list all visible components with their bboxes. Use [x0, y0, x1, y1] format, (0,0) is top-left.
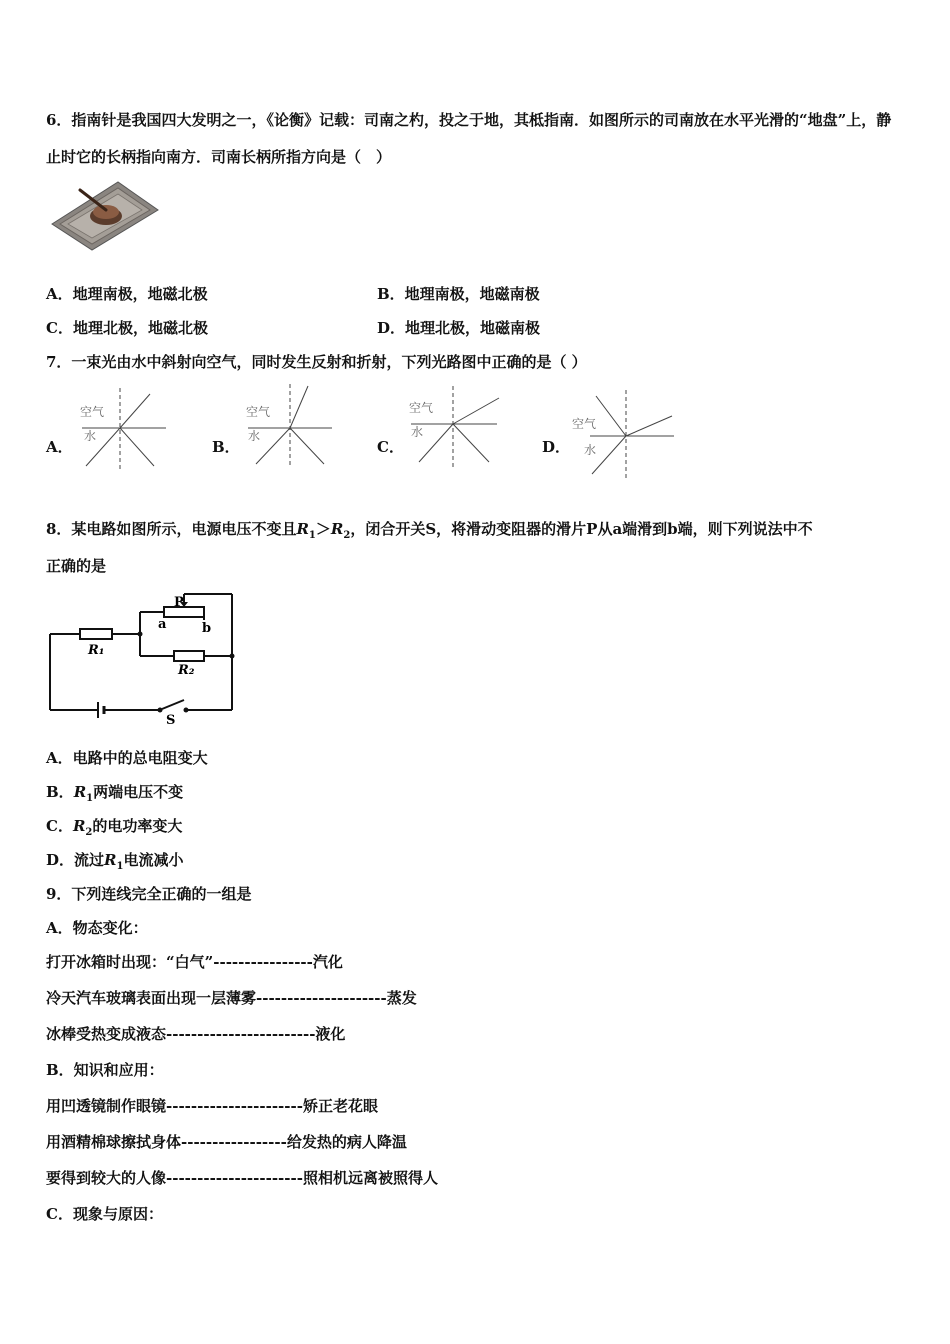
q9-a-item-3: 冰棒受热变成液态------------------------液化	[46, 1025, 346, 1043]
q7-option-a-label[interactable]: A．	[46, 438, 73, 456]
q7-diagram-a[interactable]	[76, 386, 170, 472]
question-9-text: 9．下列连线完全正确的一组是	[46, 885, 252, 903]
q9-option-c-heading[interactable]: C．现象与原因：	[46, 1205, 163, 1223]
sinan-compass-image	[48, 176, 160, 252]
q8-option-a[interactable]: A．电路中的总电阻变大	[46, 749, 208, 767]
q7-a-water-label: 水	[84, 429, 97, 443]
question-6-text: 6．指南针是我国四大发明之一，《论衡》记载：司南之杓，投之于地，其柢指南．如图所示的司南放在水平光滑的“地盘”上，静止时它的长柄指向南方．司南长柄所指方向是（ ）	[46, 111, 892, 166]
q9-a-item-2: 冷天汽车玻璃表面出现一层薄雾---------------------蒸发	[46, 989, 417, 1007]
q9-b-item-2: 用酒精棉球擦拭身体-----------------给发热的病人降温	[46, 1133, 407, 1151]
q9-option-a-heading[interactable]: A．物态变化：	[46, 919, 148, 937]
q7-diagram-b[interactable]	[242, 382, 336, 470]
circuit-label-a: a	[158, 617, 167, 632]
q7-d-air-label: 空气	[572, 417, 597, 431]
q7-diagram-c[interactable]	[405, 384, 501, 470]
q8-option-b[interactable]: B．$R_1$两端电压不变	[46, 783, 184, 804]
q7-b-water-label: 水	[248, 429, 261, 443]
circuit-label-b: b	[202, 621, 212, 636]
q6-option-d[interactable]: D．地理北极，地磁南极	[377, 319, 541, 337]
q8-option-d[interactable]: D．流过$R_1$电流减小	[46, 851, 184, 872]
q6-option-a[interactable]: A．地理南极，地磁北极	[46, 285, 208, 303]
q7-d-water-label: 水	[584, 443, 597, 457]
q9-a-item-1: 打开冰箱时出现：“白气”----------------汽化	[46, 953, 343, 971]
circuit-label-r1: R₁	[88, 643, 105, 658]
q8-circuit-diagram	[44, 590, 240, 728]
q9-b-item-3: 要得到较大的人像----------------------照相机远离被照得人	[46, 1169, 438, 1187]
q9-option-b-heading[interactable]: B．知识和应用：	[46, 1061, 164, 1079]
q7-diagram-d[interactable]	[570, 388, 676, 482]
q7-b-air-label: 空气	[246, 405, 271, 419]
q7-option-c-label[interactable]: C．	[377, 438, 404, 456]
q9-b-item-1: 用凹透镜制作眼镜----------------------矫正老花眼	[46, 1097, 378, 1115]
circuit-label-s: S	[166, 713, 176, 728]
q7-option-d-label[interactable]: D．	[542, 438, 571, 456]
q7-option-b-label[interactable]: B．	[212, 438, 240, 456]
q7-c-air-label: 空气	[409, 401, 434, 415]
q8-option-c[interactable]: C．$R_2$的电功率变大	[46, 817, 183, 838]
question-8-text-line2: 正确的是	[46, 557, 107, 575]
question-7-text: 7．一束光由水中斜射向空气，同时发生反射和折射，下列光路图中正确的是（ ）	[46, 353, 587, 371]
question-8-text: 8．某电路如图所示，电源电压不变且$R_1>R_2$，闭合开关S，将滑动变阻器的滑片P从a端滑到b端，则下列说法中不	[46, 520, 813, 541]
q6-option-c[interactable]: C．地理北极，地磁北极	[46, 319, 208, 337]
q6-option-b[interactable]: B．地理南极，地磁南极	[377, 285, 540, 303]
circuit-label-r2: R₂	[178, 663, 195, 678]
circuit-label-p: P	[174, 595, 184, 610]
q7-a-air-label: 空气	[80, 405, 105, 419]
q7-c-water-label: 水	[411, 425, 424, 439]
